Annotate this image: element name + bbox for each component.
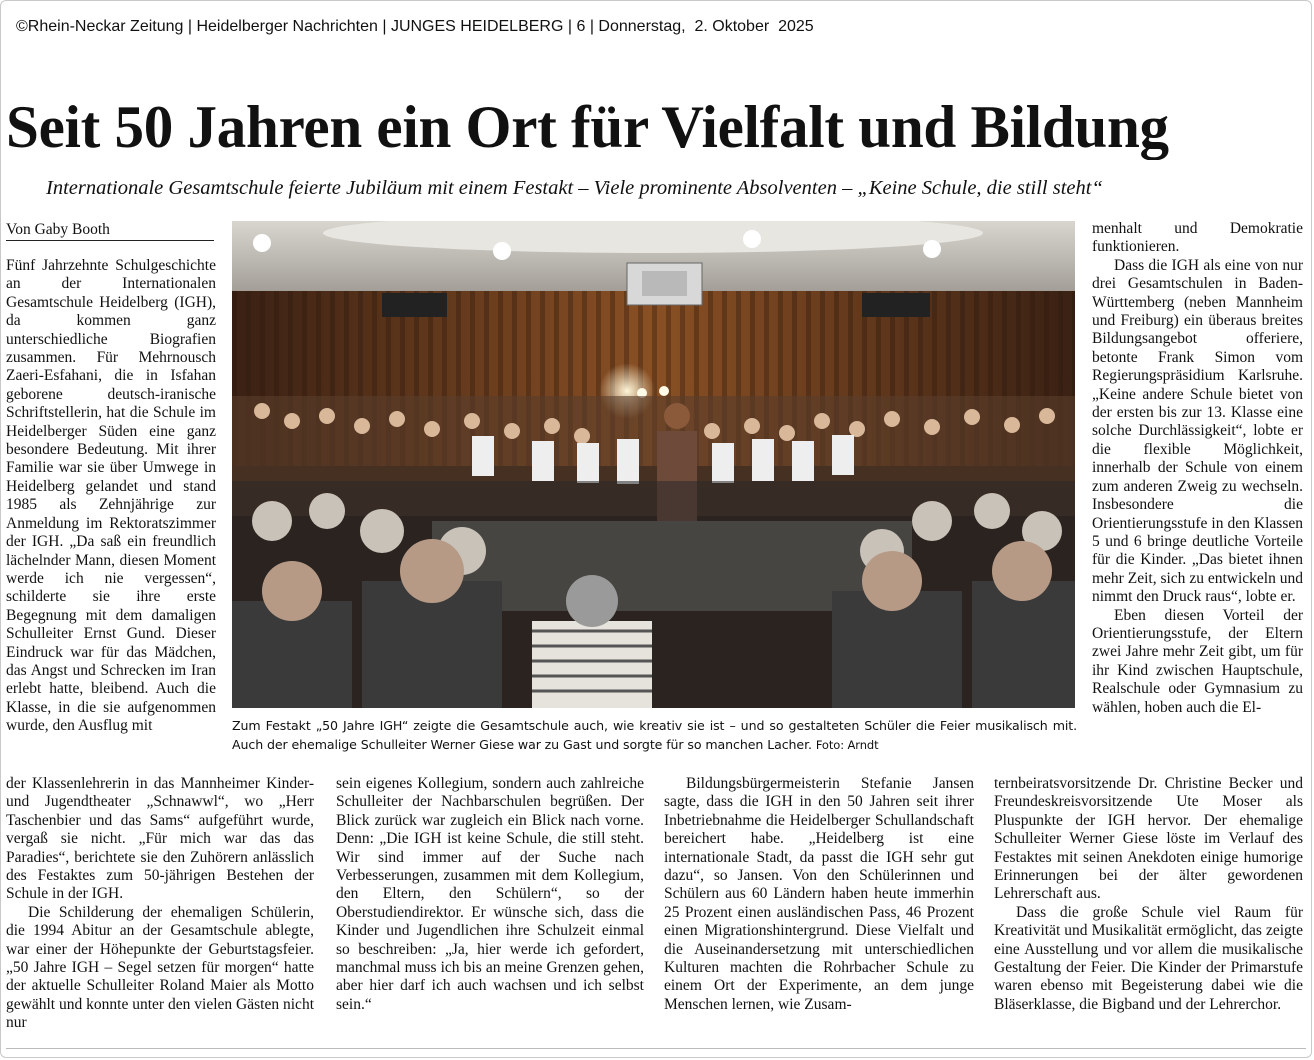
article-column-4-top xyxy=(1092,220,1303,780)
paragraph: Die Schilderung der ehemaligen Schülerin, die 1994 Abitur an der Gesamtschule ablegte, war einer der Höhepunkte der Geburtstagsfeier. „50 Jahre IGH – Segel setzen für morgen“ hatte der aktuelle Schulleiter Roland Maier als Motto gewählt und konnte unter den vielen Gästen nicht nur xyxy=(6,903,314,1032)
article-column-4-bottom xyxy=(994,775,1303,1037)
article-subheadline: Internationale Gesamtschule feierte Jubiläum mit einem Festakt – Viele prominente Absolventen – „Keine Schule, die still steht“ xyxy=(46,177,1103,199)
caption-text: Zum Festakt „50 Jahre IGH“ zeigte die Gesamtschule auch, wie kreativ sie ist – und so gestalteten Schüler die Feier musikalisch mit. Auch der ehemalige Schulleiter Werner Giese war zu Gast und sorgte für so manchen Lacher. xyxy=(232,718,1077,752)
paragraph: Dass die große Schule viel Raum für Kreativität und Musikalität ermöglicht, das zeigte eine Ausstellung und vor allem die musikalische Gestaltung der Feier. Die Kinder der Primarstufe waren ebenso mit Begeisterung dabei wie die Bläserklasse, die Bigband und der Lehrerchor. xyxy=(994,903,1303,1013)
article-column-3 xyxy=(664,775,974,1037)
article-column-1-bottom xyxy=(6,775,314,1037)
article-column-1-top xyxy=(6,257,216,775)
paragraph: der Klassenlehrerin in das Mannheimer Kinder- und Jugendtheater „Schnawwl“, wo „Herr Taschenbier und das Sams“ aufgeführt wurde, vergaß sie nicht. „Für mich war das das Paradies“, berichtete sie den Zuhörern anlässlich des Festaktes zum 50-jährigen Bestehen der Schule in der IGH. xyxy=(6,775,314,903)
paragraph: Fünf Jahrzehnte Schulgeschichte an der Internationalen Gesamtschule Heidelberg (IGH), da kommen ganz unterschiedliche Biografien zusammen. Für Mehrnousch Zaeri-Esfahani, die in Isfahan geborene deutsch-iranische Schriftstellerin, hat die Schule im Heidelberger Süden eine ganz besondere Bedeutung. Mit ihrer Familie war sie über Umwege in Heidelberg gelandet und stand 1985 als Zehnjährige zur Anmeldung im Rektoratszimmer der IGH. „Da saß ein freundlich lächelnder Mann, diesen Moment werde ich nie vergessen“, schilderte sie ihre erste Begegnung mit dem damaligen Schulleiter Ernst Gund. Dieser Eindruck war für das Mädchen, das Angst und Schrecken im Iran erlebt hatte, bleibend. Auch die Klasse, in die sie aufgenommen wurde, den Ausflug mit xyxy=(6,257,216,735)
photo-credit: Foto: Arndt xyxy=(815,738,879,752)
festakt-photo-illustration xyxy=(232,221,1075,708)
article-column-2 xyxy=(336,775,644,1037)
article-headline: Seit 50 Jahren ein Ort für Vielfalt und Bildung xyxy=(6,94,1169,160)
paragraph: ternbeiratsvorsitzende Dr. Christine Becker und Freundeskreisvorsitzende Ute Moser als Pluspunkte der IGH hervor. Der ehemalige Schulleiter Werner Giese löste im Verlauf des Festaktes mit seinen Anekdoten einige humorige Erinnerungen bei der älter gewordenen Lehrerschaft aus. xyxy=(994,775,1303,903)
photo-caption xyxy=(232,716,1077,756)
paragraph: Bildungsbürgermeisterin Stefanie Jansen sagte, dass die IGH in den 50 Jahren seit ihrer Inbetriebnahme die Heidelberger Schullandschaft bereichert habe. „Heidelberg ist eine internationale Stadt, da passt die IGH sehr gut dazu“, so Jansen. Von den Schülerinnen und Schülern aus 60 Ländern haben heute immerhin 25 Prozent einen ausländischen Pass, 46 Prozent einen Migrationshintergrund. Diese Vielfalt und die Auseinandersetzung mit unterschiedlichen Kulturen machten die Rohrbacher Schule zu einem Ort der Experimente, an dem junge Menschen lernen, wie Zusam- xyxy=(664,775,974,1013)
newspaper-header: ©Rhein-Neckar Zeitung | Heidelberger Nachrichten | JUNGES HEIDELBERG | 6 | Donnerstag, 2. Oktober 2025 xyxy=(16,18,814,35)
paragraph: Dass die IGH als eine von nur drei Gesamtschulen in Baden-Württemberg (neben Mannheim und Freiburg) ein überaus breites Bildungsangebot offeriere, betonte Frank Simon vom Regierungspräsidium Karlsruhe. „Keine andere Schule bietet von der ersten bis zur 13. Klasse eine solche Durchlässigkeit“, lobte er die flexible Möglichkeit, innerhalb der Schule von einem zum anderen Zweig zu wechseln. Insbesondere die Orientierungsstufe in den Klassen 5 und 6 bringe deutliche Vorteile für die Kinder. „Das bietet ihnen mehr Zeit, sich zu entwickeln und nimmt den Druck raus“, lobte er. xyxy=(1092,256,1303,606)
article-byline: Von Gaby Booth xyxy=(6,220,214,241)
article-photo xyxy=(232,221,1075,708)
paragraph: Eben diesen Vorteil der Orientierungsstufe, der Eltern zwei Jahre mehr Zeit gibt, um für ihr Kind zwischen Hauptschule, Realschule oder Gymnasium zu wählen, hoben auch die El- xyxy=(1092,606,1303,716)
paragraph: sein eigenes Kollegium, sondern auch zahlreiche Schulleiter der Nachbarschulen begrüßen. Der Blick zurück war zugleich ein Blick nach vorne. Denn: „Die IGH ist keine Schule, die still steht. Wir sind immer auf der Suche nach Verbesserungen, zusammen mit dem Kollegium, den Eltern, den Schülern“, so der Oberstudiendirektor. Er wünsche sich, dass die Kinder und Jugendlichen ihre Schulzeit einmal so beschreiben: „Ja, hier werde ich gefordert, manchmal muss ich bis an meine Grenzen gehen, aber hier darf ich auch wachsen und ich selbst sein.“ xyxy=(336,775,644,1013)
page-bottom-rule xyxy=(6,1048,1306,1049)
paragraph: menhalt und Demokratie funktionieren. xyxy=(1092,220,1303,256)
